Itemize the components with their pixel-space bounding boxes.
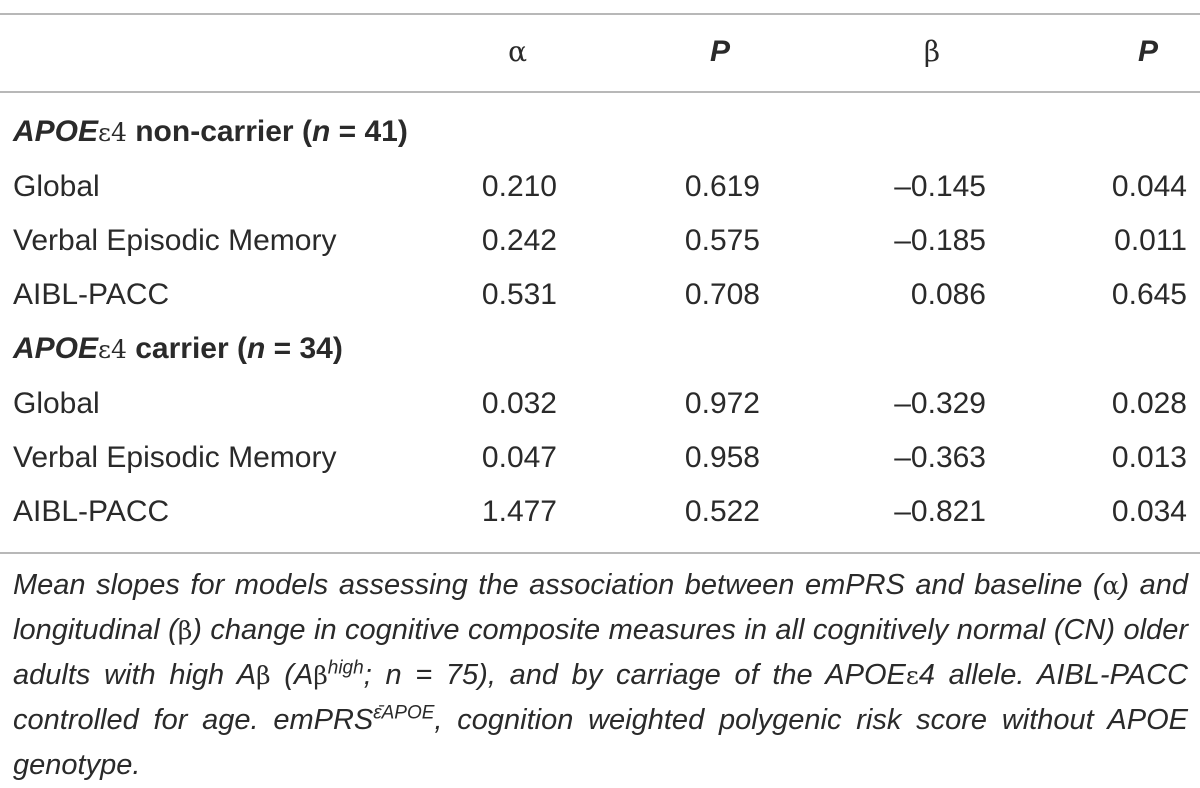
alpha-value: 0.210 bbox=[481, 170, 557, 203]
p-beta-value: 0.028 bbox=[1111, 387, 1187, 420]
beta-value: –0.185 bbox=[894, 224, 986, 257]
alpha-value: 0.531 bbox=[481, 278, 557, 311]
p-beta-value: 0.044 bbox=[1111, 170, 1187, 203]
p-beta-value: 0.034 bbox=[1111, 495, 1187, 528]
header-p-alpha: P bbox=[709, 35, 730, 68]
beta-value: –0.145 bbox=[894, 170, 986, 203]
alpha-value: 1.477 bbox=[481, 495, 557, 528]
measure-label: AIBL-PACC bbox=[13, 495, 170, 528]
top-rule bbox=[0, 13, 1200, 15]
p-alpha-value: 0.575 bbox=[684, 224, 760, 257]
beta-value: 0.086 bbox=[910, 278, 986, 311]
table-header bbox=[0, 25, 1200, 79]
table-row bbox=[0, 160, 1200, 214]
header-p-beta: P bbox=[1137, 35, 1158, 68]
header-alpha: α bbox=[508, 35, 527, 68]
group-heading-carrier bbox=[0, 322, 1200, 376]
group-label: APOEε4 non-carrier (n = 41) bbox=[13, 115, 408, 148]
p-beta-value: 0.011 bbox=[1114, 224, 1187, 257]
table-row bbox=[0, 431, 1200, 485]
alpha-value: 0.242 bbox=[481, 224, 557, 257]
table-row bbox=[0, 485, 1200, 539]
alpha-value: 0.047 bbox=[481, 441, 557, 474]
header-rule bbox=[0, 91, 1200, 93]
group-heading-noncarrier bbox=[0, 105, 1200, 159]
p-alpha-value: 0.522 bbox=[684, 495, 760, 528]
p-beta-value: 0.013 bbox=[1111, 441, 1187, 474]
table-caption: Mean slopes for models assessing the association between emPRS and baseline (α) and longitudinal (β) change in cognitive composite measures in all cognitively normal (CN) older adults with high Aβ ($A\beta^{high}$; n = 75), and by carriage of the APOEε4 allele. AIBL-PACC controlled for age. emPRS$^{\varepsilon̄APOE}$, cognition weighted polygenic risk score without APOE genotype. bbox=[13, 569, 1188, 781]
group-label: APOEε4 carrier (n = 34) bbox=[13, 332, 343, 365]
measure-label: Verbal Episodic Memory bbox=[13, 224, 337, 257]
table-row bbox=[0, 377, 1200, 431]
measure-label: Verbal Episodic Memory bbox=[13, 441, 337, 474]
measure-label: Global bbox=[13, 387, 100, 420]
measure-label: Global bbox=[13, 170, 100, 203]
beta-value: –0.363 bbox=[894, 441, 986, 474]
measure-label: AIBL-PACC bbox=[13, 278, 170, 311]
header-beta: β bbox=[923, 35, 940, 68]
p-alpha-value: 0.958 bbox=[684, 441, 760, 474]
beta-value: –0.329 bbox=[894, 387, 986, 420]
table-row bbox=[0, 268, 1200, 322]
table-row bbox=[0, 214, 1200, 268]
bottom-rule bbox=[0, 552, 1200, 554]
p-beta-value: 0.645 bbox=[1111, 278, 1187, 311]
p-alpha-value: 0.708 bbox=[684, 278, 760, 311]
p-alpha-value: 0.972 bbox=[684, 387, 760, 420]
beta-value: –0.821 bbox=[894, 495, 986, 528]
alpha-value: 0.032 bbox=[481, 387, 557, 420]
p-alpha-value: 0.619 bbox=[684, 170, 760, 203]
